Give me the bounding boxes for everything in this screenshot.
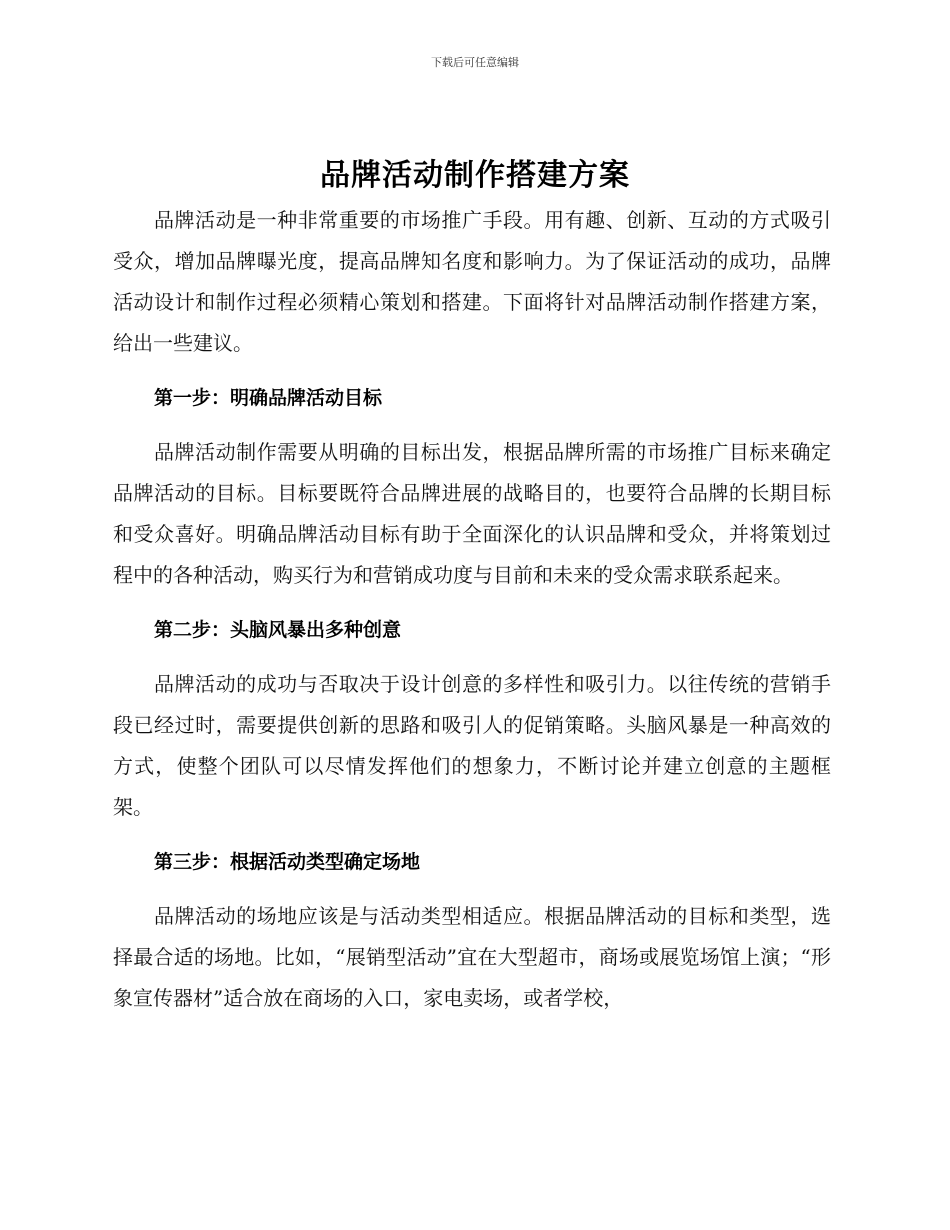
section-paragraph-step-1: 品牌活动制作需要从明确的目标出发，根据品牌所需的市场推广目标来确定品牌活动的目标。目标要既符合品牌进展的战略目的，也要符合品牌的长期目标和受众喜好。明确品牌活动目标有助于全面深化的认识品牌和受众，并将策划过程中的各种活动，购买行为和营销成功度与目前和未来的受众需求联系起来。 [113,440,831,587]
section-heading-step-1: 第一步：明确品牌活动目标 [154,387,383,409]
document-body [113,200,831,1019]
page-header-note: 下载后可任意编辑 [431,56,519,69]
intro-paragraph: 品牌活动是一种非常重要的市场推广手段。用有趣、创新、互动的方式吸引受众，增加品牌曝光度，提高品牌知名度和影响力。为了保证活动的成功，品牌活动设计和制作过程必须精心策划和搭建。下面将针对品牌活动制作搭建方案，给出一些建议。 [113,208,831,355]
section-paragraph-step-3: 品牌活动的场地应该是与活动类型相适应。根据品牌活动的目标和类型，选择最合适的场地。比如，“展销型活动”宜在大型超市，商场或展览场馆上演；“形象宣传器材”适合放在商场的入口，家电卖场，或者学校， [113,904,831,1010]
section-paragraph-step-2: 品牌活动的成功与否取决于设计创意的多样性和吸引力。以往传统的营销手段已经过时，需要提供创新的思路和吸引人的促销策略。头脑风暴是一种高效的方式，使整个团队可以尽情发挥他们的想象力，不断讨论并建立创意的主题框架。 [113,672,831,819]
section-heading-step-3: 第三步：根据活动类型确定场地 [154,851,421,873]
document-title: 品牌活动制作搭建方案 [320,158,630,193]
section-heading-step-2: 第二步：头脑风暴出多种创意 [154,619,402,641]
